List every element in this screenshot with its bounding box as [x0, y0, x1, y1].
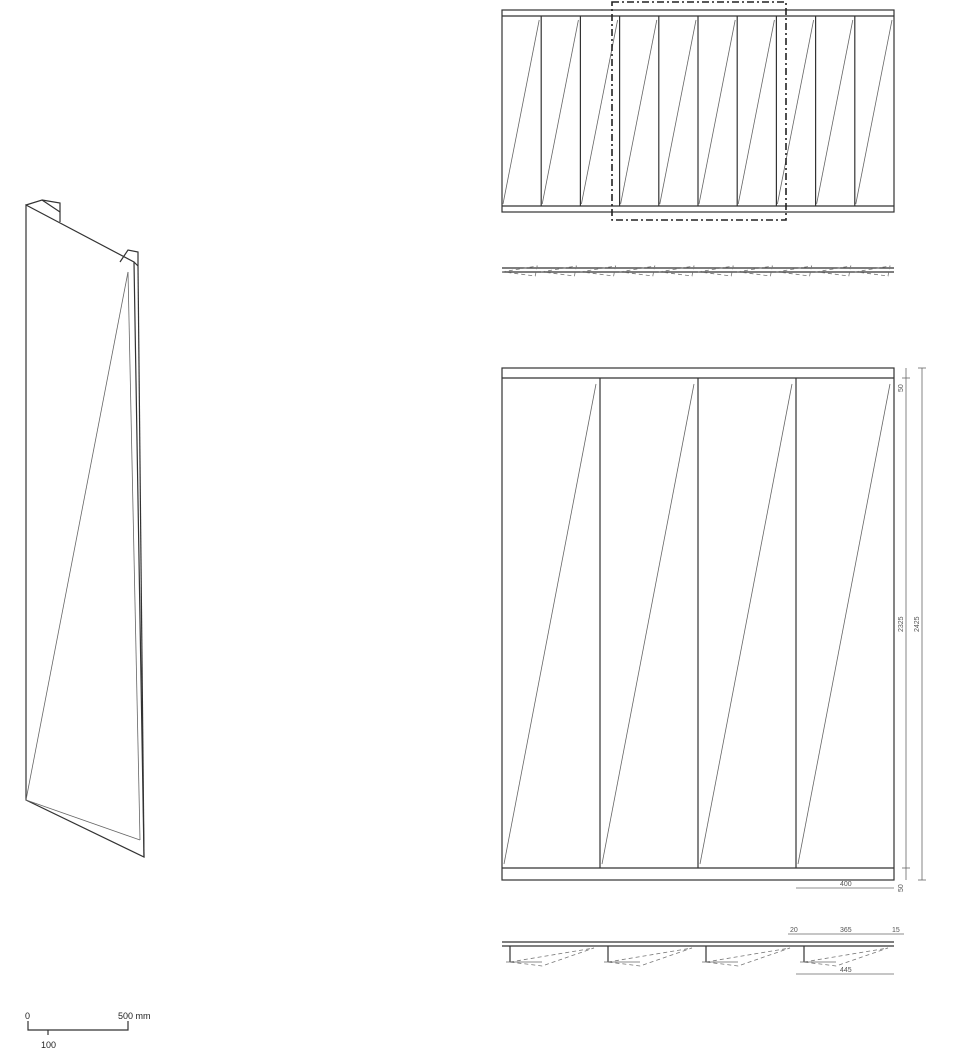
detail-panels [504, 378, 890, 868]
panel-diagonal [621, 20, 657, 204]
dim-gap-right: 15 [892, 927, 900, 934]
panel-diagonal [542, 20, 578, 204]
dim-gap-left: 20 [790, 927, 798, 934]
detail-panel-diagonal [602, 384, 694, 864]
section-strip-large [502, 927, 904, 974]
detail-panel-diagonal [504, 384, 596, 864]
horizontal-dimension [796, 881, 894, 888]
scale-sub-label: 100 [41, 1040, 57, 1050]
detail-panel-diagonal [798, 384, 890, 864]
vertical-dimensions [898, 368, 926, 892]
panel-diagonal [856, 20, 892, 204]
dim-panel-width: 400 [840, 881, 852, 888]
detail-callout-frame [612, 2, 786, 220]
elevation-overview [502, 2, 894, 220]
panel-fold-line [26, 272, 128, 800]
dim-total-height: 2425 [914, 616, 921, 632]
panel-diagonal [777, 20, 813, 204]
section-fin-large [510, 948, 594, 966]
isometric-panel-view [26, 200, 144, 857]
dim-section-mid: 365 [840, 927, 852, 934]
panel-front-face [26, 205, 144, 857]
section-fin-large [706, 948, 790, 966]
panel-diagonal [738, 20, 774, 204]
dim-top-offset: 50 [898, 384, 905, 392]
dim-section-depth: 445 [840, 967, 852, 974]
section-fin-large [608, 948, 692, 966]
panel-diagonal [503, 20, 539, 204]
scale-end-label: 500 mm [118, 1011, 151, 1021]
panel-diagonal [660, 20, 696, 204]
scale-bar [25, 1011, 151, 1050]
dim-inner-height: 2325 [898, 616, 905, 632]
panel-diagonal [699, 20, 735, 204]
scale-start-label: 0 [25, 1011, 31, 1021]
dim-bottom-offset: 50 [898, 884, 905, 892]
section-fin-large [804, 948, 888, 966]
elevation-panels [503, 16, 892, 206]
section-strip-small [502, 266, 894, 276]
panel-diagonal [817, 20, 853, 204]
detail-panel-diagonal [700, 384, 792, 864]
elevation-detail [502, 368, 894, 880]
